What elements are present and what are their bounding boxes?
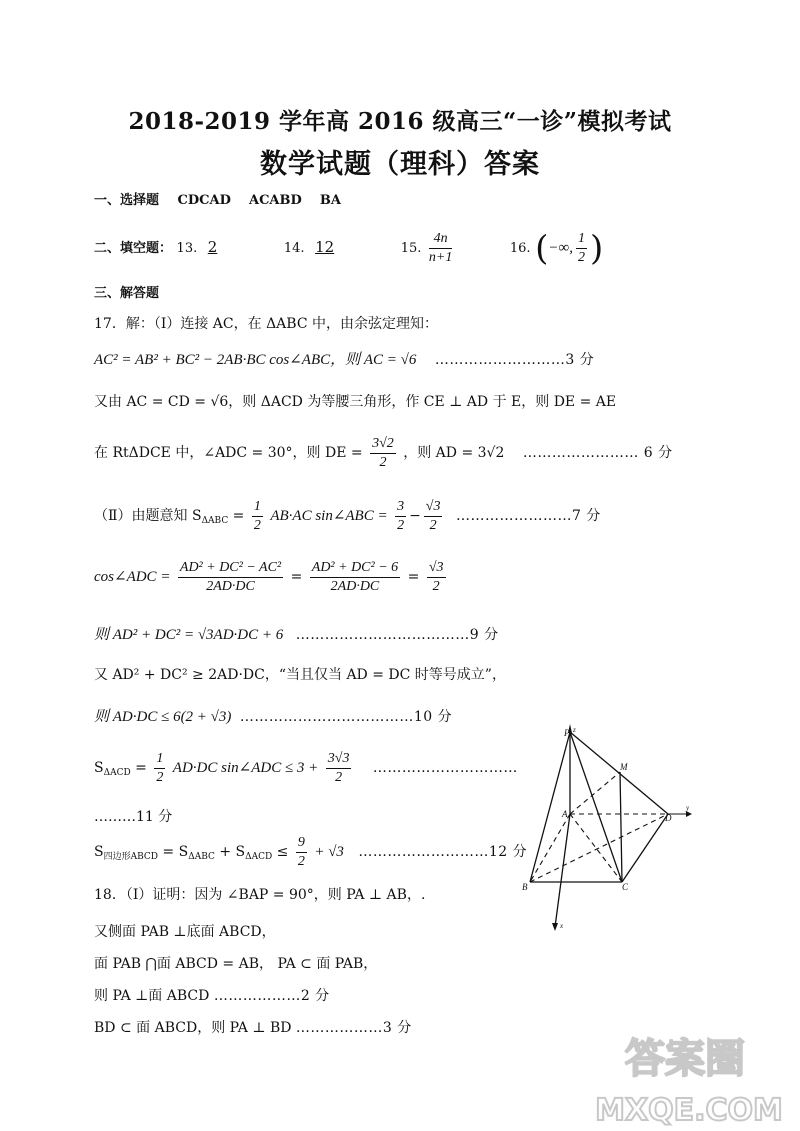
section-fill-label: 二、填空题： (94, 241, 173, 256)
q16-left-paren: ( (535, 228, 549, 269)
p17-isosceles: 又由 AC = CD = √6，则 ΔACD 为等腰三角形，作 CE ⊥ AD 于 E，则 DE = AE (94, 394, 617, 410)
edge-bd (530, 814, 668, 882)
watermark-url: MXQE.COM (595, 1093, 783, 1128)
q16-number: 16. (509, 241, 531, 256)
label-z: z (573, 726, 576, 734)
label-a: A (562, 809, 568, 819)
section-choice-label: 一、选择题 (94, 193, 160, 208)
label-x: x (560, 922, 564, 930)
p17-product-bound: 则 AD·DC ≤ 6(2 + √3) ………………………………10 分 (94, 709, 453, 725)
p17-intro: 17．解：（Ⅰ）连接 AC，在 ΔABC 中，由余弦定理知： (94, 316, 438, 332)
axis-x-arrow (552, 923, 558, 931)
p17-area-quad: $S_{四边形ABCD} = S_{\Delta ABC} + S_{\Delta ACD}$ ≤ $\frac{9}{2}$ + √3 ………………………12 分 (94, 834, 528, 869)
p17-sum-squares: 则 AD² + DC² = √3AD·DC + 6 ………………………………9 分 (94, 627, 499, 643)
p17-cosine-law: AC² = AB² + BC² − 2AB·BC cos∠ABC，则 AC = √6 ………………………3 分 (94, 352, 595, 368)
q14-number: 14. (283, 241, 305, 256)
section-choice (94, 189, 341, 208)
q13-number: 13. (176, 241, 198, 256)
label-d: D (665, 813, 672, 823)
label-y: y (686, 804, 690, 812)
section-fill (94, 227, 603, 267)
label-m: M (620, 762, 628, 772)
q15-answer: $\frac{4n}{n+1}$ (428, 231, 453, 265)
label-p: P (564, 728, 570, 738)
p17-part2-area: （Ⅱ）由题意知 $S_{\Delta ABC}$ = $\frac{1}{2}$ AB·AC sin∠ABC = $\frac{3}{2}$ − $\frac{√3}{2}$ ……………………7 分 (94, 498, 601, 533)
q15-number: 15. (400, 241, 422, 256)
p18-side-face: 又侧面 PAB ⊥底面 ABCD， (94, 924, 276, 940)
p18-plane-intersection: 面 PAB ⋂面 ABCD = AB， PA ⊂ 面 PAB， (94, 956, 378, 972)
pyramid-figure (510, 720, 710, 935)
q16-right-paren: ) (589, 228, 604, 269)
q13-answer: 2 (207, 238, 218, 256)
section-solve-label: 三、解答题 (94, 286, 160, 301)
p18-pa-perp-plane: 则 PA ⊥面 ABCD ………………2 分 (94, 988, 330, 1004)
answer-title: 数学试题（理科）答案 (260, 149, 540, 180)
p17-cos-adc: cos∠ADC = $\frac{\text{AD² + DC² − AC²}}{2AD\cdot DC}$ = $\frac{\text{AD² + DC² − 6}}{2AD\cdot DC}$ = $\frac{√3}{2}$ (94, 559, 444, 594)
p17-inequality: 又 AD² + DC² ≥ 2AD·DC，“当且仅当 AD = DC 时等号成立”， (94, 667, 506, 683)
axis-x (555, 814, 570, 927)
q16-left: −∞, (548, 240, 573, 256)
p17-area-acd: $S_{\Delta ACD}$ = $\frac{1}{2}$ AD·DC sin∠ADC ≤ 3 + $\frac{3√3}{2}$ ………………………… (94, 750, 518, 785)
q14-answer: 12 (315, 238, 335, 256)
exam-title: 2018-2019 学年高 2016 级高三“一诊”模拟考试 (128, 108, 672, 135)
edge-cd (622, 814, 668, 882)
watermark-logo (585, 1028, 790, 1128)
label-c: C (622, 882, 629, 892)
edge-ac (570, 814, 622, 882)
p18-bd: BD ⊂ 面 ABCD，则 PA ⊥ BD ………………3 分 (94, 1020, 412, 1036)
label-b: B (522, 882, 528, 892)
p17-score-11: ………11 分 (94, 809, 173, 825)
p17-right-triangle: 在 RtΔDCE 中，∠ADC = 30°，则 DE = $\frac{3√2}{2}$ ，则 AD = 3√2 …………………… 6 分 (94, 435, 673, 470)
watermark-text: 答案圈 (625, 1036, 745, 1082)
q16-fraction: $\frac{1}{2}$ (577, 231, 585, 265)
choice-answers: CDCAD ACABD BA (177, 193, 341, 208)
edge-am (570, 772, 620, 814)
p18-intro: 18．（Ⅰ）证明：因为 ∠BAP = 90°，则 PA ⊥ AB，. (94, 887, 426, 903)
edge-cm (620, 772, 622, 882)
